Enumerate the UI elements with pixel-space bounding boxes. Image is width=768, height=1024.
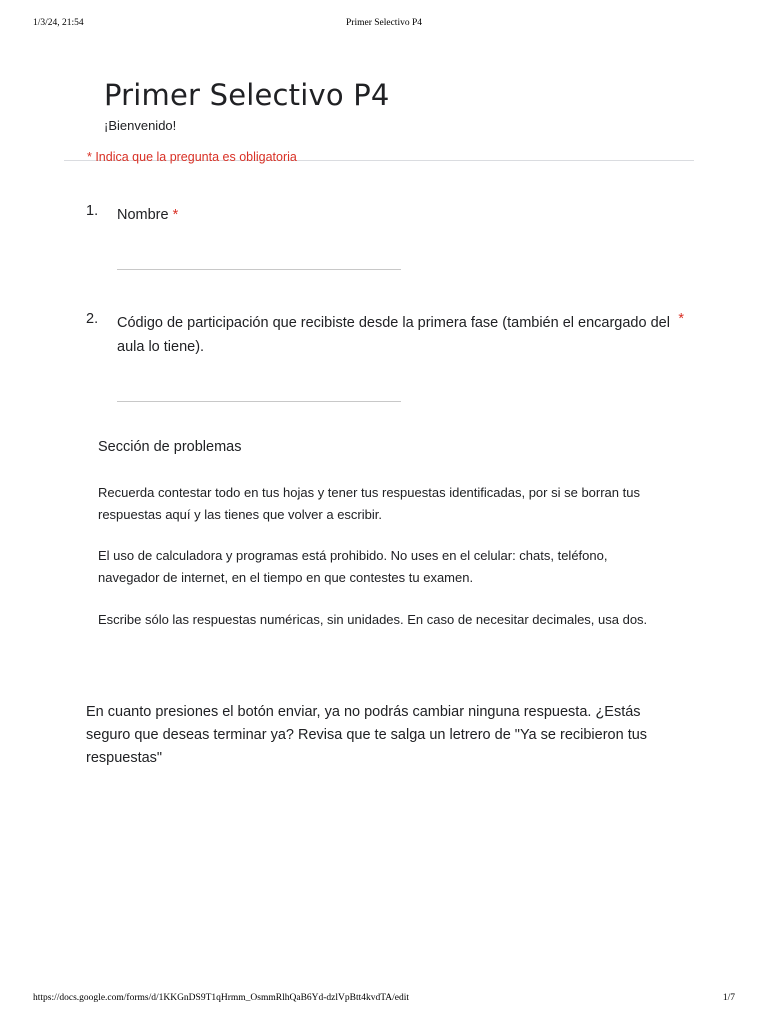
- required-note: * Indica que la pregunta es obligatoria: [87, 150, 297, 164]
- section-title: Sección de problemas: [98, 439, 242, 455]
- print-header: [0, 18, 768, 32]
- print-page-number: 1/7: [722, 993, 735, 1003]
- question-label: Nombre: [117, 207, 169, 223]
- question-number: 1.: [86, 203, 99, 219]
- form-title: Primer Selectivo P4: [104, 78, 390, 112]
- answer-input-code[interactable]: [117, 401, 401, 402]
- answer-input-name[interactable]: [117, 269, 401, 270]
- print-datetime: 1/3/24, 21:54: [33, 18, 84, 28]
- form-description: ¡Bienvenido!: [104, 118, 177, 133]
- required-star: *: [678, 311, 684, 327]
- print-title: Primer Selectivo P4: [346, 18, 422, 28]
- print-url: https://docs.google.com/forms/d/1KKGnDS9T1qHrmm_OsmmRlhQaB6Yd-dzlVpBtt4kvdTA/edit: [33, 993, 410, 1003]
- required-star: *: [172, 207, 179, 223]
- print-footer: [0, 993, 768, 1007]
- section-paragraph: El uso de calculadora y programas está prohibido. No uses en el celular: chats, teléfono, navegador de internet, en el tiempo en que contestes tu examen.: [98, 548, 608, 585]
- question-number: 2.: [86, 311, 99, 327]
- question-text: Código de participación que recibiste desde la primera fase (también el encargado del aula lo tiene).: [117, 315, 670, 355]
- question-text: [117, 203, 677, 227]
- submit-warning: En cuanto presiones el botón enviar, ya no podrás cambiar ninguna respuesta. ¿Estás seguro que deseas terminar ya? Revisa que te salga un letrero de "Ya se recibieron tus respuestas": [86, 704, 648, 766]
- section-paragraph: Recuerda contestar todo en tus hojas y tener tus respuestas identificadas, por si se borran tus respuestas aquí y las tienes que volver a escribir.: [98, 485, 640, 522]
- section-paragraph: Escribe sólo las respuestas numéricas, sin unidades. En caso de necesitar decimales, usa dos.: [98, 612, 648, 627]
